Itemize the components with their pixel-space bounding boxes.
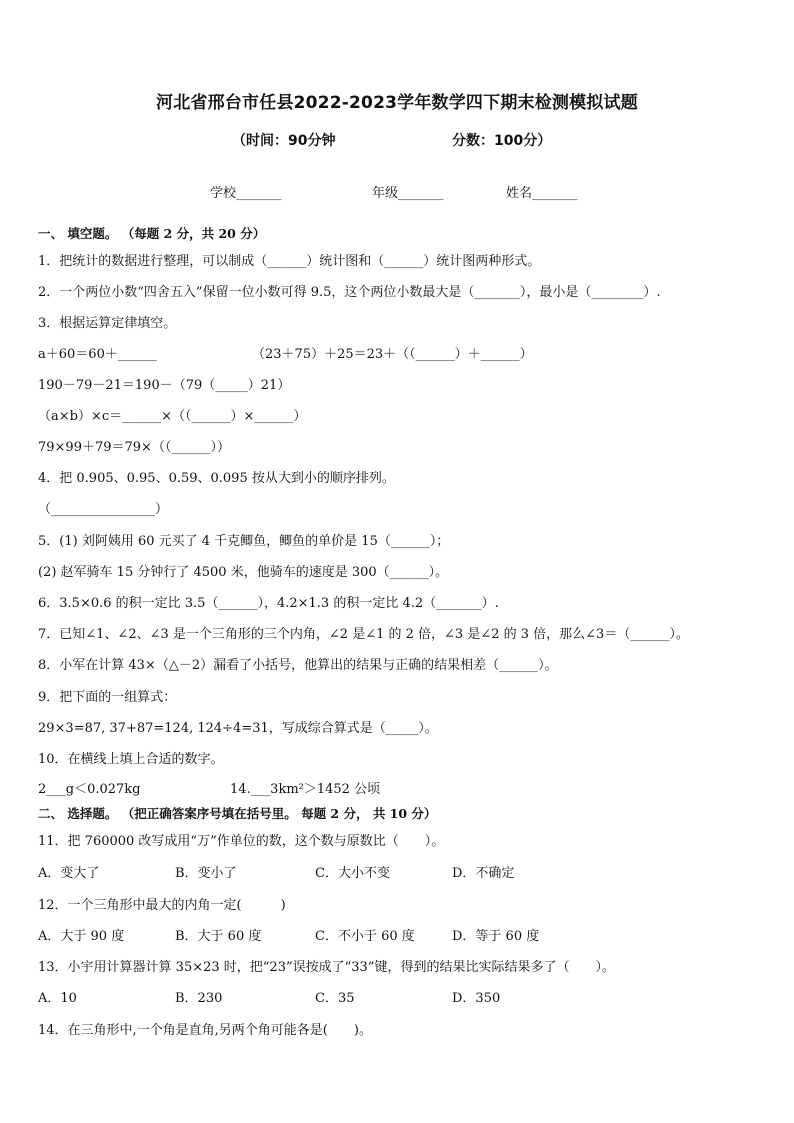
question-12-stem: 12．一个三角形中最大的内角一定( ): [38, 898, 286, 913]
option-b: B．大于 60 度: [175, 929, 262, 944]
question-3-line-1a: a＋60＝60＋______: [38, 347, 157, 362]
school-field: 学校_______: [210, 186, 282, 201]
question-1: 1．把统计的数据进行整理，可以制成（______）统计图和（______）统计图两种形式。: [38, 254, 541, 269]
option-a: A．10: [38, 991, 77, 1006]
question-3-stem: 3．根据运算定律填空。: [38, 316, 177, 331]
option-d: D．等于 60 度: [452, 929, 540, 944]
question-3-line-2: 190－79－21＝190－（79（_____）21）: [38, 378, 291, 393]
option-b: B．230: [175, 991, 223, 1006]
question-5-part-1: 5．(1) 刘阿姨用 60 元买了 4 千克鲫鱼，鲫鱼的单价是 15（______）；: [38, 534, 450, 549]
question-13-stem: 13．小宇用计算器计算 35×23 时，把“23”误按成了“33”键，得到的结果比实际结果多了（ ）。: [38, 960, 615, 975]
section-one-note: （每题 2 分，共 20 分）: [121, 226, 266, 241]
section-two-note: （把正确答案序号填在括号里。 每题 2 分， 共 10 分）: [121, 806, 437, 821]
option-a: A．变大了: [38, 866, 100, 881]
option-d: D．不确定: [452, 866, 515, 881]
question-8: 8．小军在计算 43×（△－2）漏看了小括号，他算出的结果与正确的结果相差（______）。: [38, 658, 558, 673]
question-10-part-b: 14.___3km²＞1452 公顷: [230, 782, 381, 797]
section-one-heading: [38, 224, 265, 242]
question-7: 7．已知∠1、∠2、∠3 是一个三角形的三个内角，∠2 是∠1 的 2 倍，∠3 是∠2 的 3 倍，那么∠3＝（______）。: [38, 627, 689, 642]
question-9-line: 29×3=87, 37+87=124, 124÷4=31，写成综合算式是（_____）。: [38, 721, 438, 736]
question-6: 6．3.5×0.6 的积一定比 3.5（______），4.2×1.3 的积一定比 4.2（_______）.: [38, 596, 499, 611]
option-c: C．不小于 60 度: [315, 929, 415, 944]
question-10-part-a: 2___g＜0.027kg: [38, 782, 141, 797]
question-9-stem: 9．把下面的一组算式：: [38, 690, 177, 705]
question-3-line-3: （a×b）×c＝______×（（______）×______）: [38, 409, 307, 424]
question-3-line-1b: （23＋75）＋25＝23＋（（______）＋______）: [252, 347, 533, 362]
exam-time: （时间：90分钟: [232, 133, 336, 149]
question-11-stem: 11．把 760000 改写成用“万”作单位的数，这个数与原数比（ ）。: [38, 834, 445, 849]
question-10-stem: 10．在横线上填上合适的数字。: [38, 752, 224, 767]
section-two-title: 二、 选择题。: [38, 806, 118, 821]
option-d: D．350: [452, 991, 501, 1006]
question-4-blank: （________________）: [38, 502, 169, 517]
name-field: 姓名_______: [506, 186, 578, 201]
question-5-part-2: (2) 赵军骑车 15 分钟行了 4500 米，他骑车的速度是 300（______）。: [38, 565, 449, 580]
grade-field: 年级_______: [372, 186, 444, 201]
section-one-title: 一、 填空题。: [38, 226, 118, 241]
question-3-line-4: 79×99＋79＝79×（（______））: [38, 440, 230, 455]
option-a: A．大于 90 度: [38, 929, 125, 944]
option-c: C．35: [315, 991, 355, 1006]
question-14-stem: 14．在三角形中,一个角是直角,另两个角可能各是( )。: [38, 1023, 372, 1038]
option-c: C．大小不变: [315, 866, 390, 881]
question-4-stem: 4．把 0.905、0.95、0.59、0.095 按从大到小的顺序排列。: [38, 471, 395, 486]
exam-score: 分数：100分）: [452, 133, 552, 149]
question-2: 2．一个两位小数“四舍五入”保留一位小数可得 9.5，这个两位小数最大是（_______），最小是（________）.: [38, 285, 661, 300]
page-title: 河北省邢台市任县2022-2023学年数学四下期末检测模拟试题: [156, 93, 638, 113]
option-b: B．变小了: [175, 866, 237, 881]
section-two-heading: [38, 804, 436, 822]
